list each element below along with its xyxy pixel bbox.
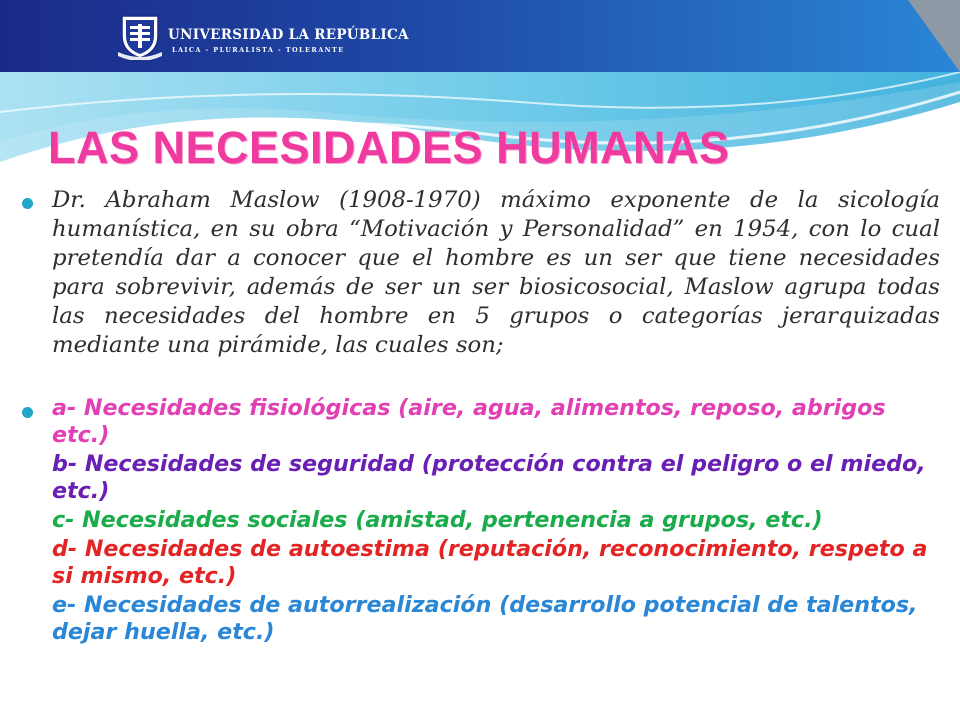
needs-category-list [52, 395, 940, 648]
intro-bullet [22, 186, 942, 386]
intro-paragraph: Dr. Abraham Maslow (1908-1970) máximo exponente de la sicología humanística, en su obra “Motivación y Personalidad” en 1954, con lo cual pretendía dar a conocer que el hombre es un ser que tiene necesidades para sobrevivir, además de ser un ser biosicosocial, Maslow agrupa todas las necesidades del hombre en 5 grupos o categorías jerarquizadas mediante una pirámide, las cuales son; [52, 187, 940, 358]
header-corner-accent [908, 0, 960, 72]
university-crest-icon [118, 12, 162, 60]
category-safety: b- Necesidades de seguridad (protección contra el peligro o el miedo, etc.) [52, 451, 926, 504]
bullet-dot-icon [22, 198, 33, 209]
slide-title: LAS NECESIDADES HUMANAS [48, 122, 730, 173]
category-esteem: d- Necesidades de autoestima (reputación, reconocimiento, respeto a si mismo, etc.) [52, 536, 928, 589]
category-self-actualization: e- Necesidades de autorrealización (desarrollo potencial de talentos, dejar huella, etc.) [52, 592, 918, 645]
bullet-dot-icon [22, 407, 33, 418]
university-motto: LAICA - PLURALISTA - TOLERANTE [172, 46, 345, 54]
categories-bullet [22, 395, 942, 675]
category-physiological: a- Necesidades fisiológicas (aire, agua, alimentos, reposo, abrigos etc.) [52, 395, 886, 448]
category-social: c- Necesidades sociales (amistad, pertenencia a grupos, etc.) [52, 507, 823, 533]
university-name: UNIVERSIDAD LA REPÚBLICA [168, 27, 409, 43]
